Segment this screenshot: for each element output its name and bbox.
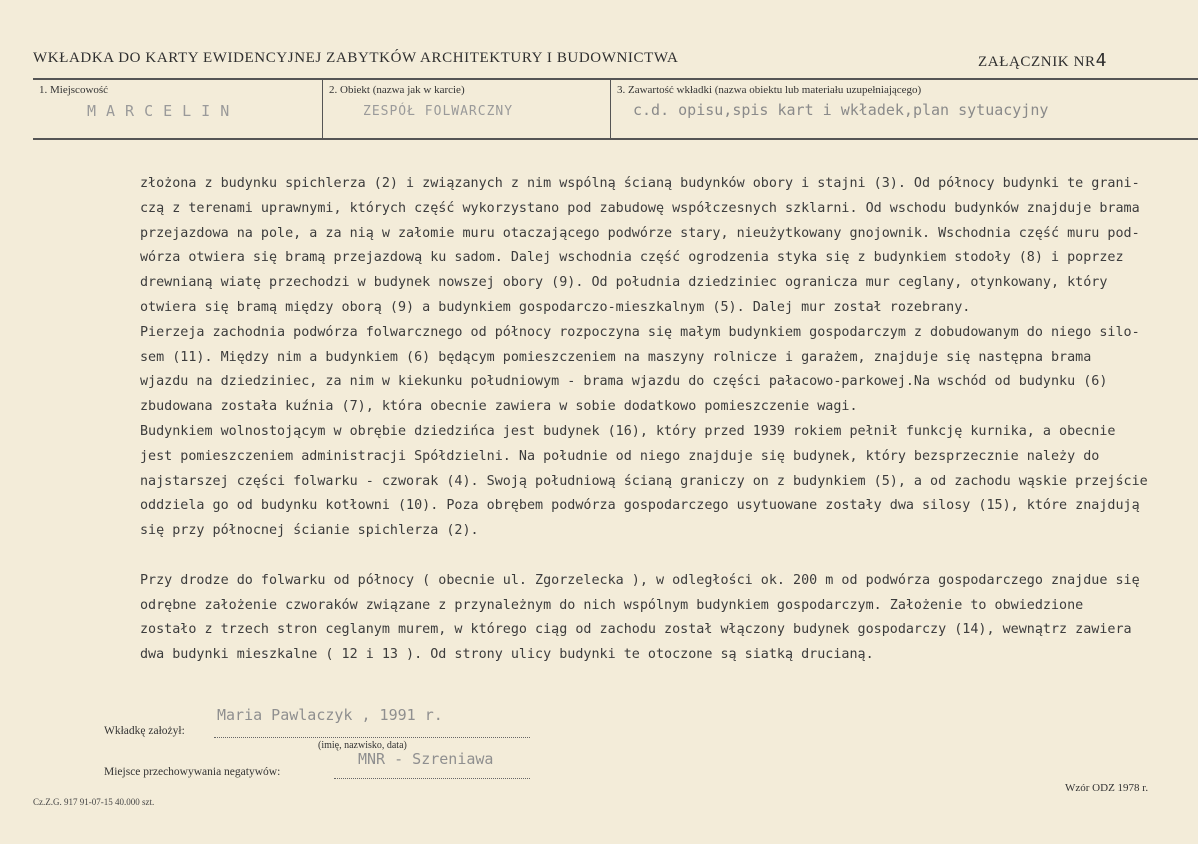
text-line: odrębne założenie czworaków związane z przynależnym do nich wspólnym budynkiem gospodarczym. Założenie to obwiedzione xyxy=(140,597,1084,613)
text-line: czą z terenami uprawnymi, których część wykorzystano pod zabudowę współczesnych szklarni. Od wschodu budynków znajduje brama xyxy=(140,200,1140,216)
text-line: sem (11). Między nim a budynkiem (6) będącym pomieszczeniem na maszyny rolnicze i garażem, znajduje się następna brama xyxy=(140,349,1092,365)
text-line: drewnianą wiatę przechodzi w budynek nowszej obory (9). Od południa dziedziniec ogranicza mur ceglany, otynkowany, który xyxy=(140,275,1108,291)
text-line: się przy północnej ścianie spichlerza (2). xyxy=(140,523,479,539)
text-line: Budynkiem wolnostojącym w obrębie dziedzińca jest budynek (16), który przed 1939 rokiem pełnił funkcję kurnika, a obecnie xyxy=(140,423,1116,439)
text-line: złożona z budynku spichlerza (2) i związanych z nim wspólną ścianą budynków obory i stajni (3). Od północy budynki te grani- xyxy=(140,176,1140,191)
field-contents-label: 3. Zawartość wkładki (nazwa obiektu lub materiału uzupełniającego) xyxy=(617,84,922,96)
author-dotted-line xyxy=(214,737,530,738)
storage-dotted-line xyxy=(334,778,530,779)
storage-value: MNR - Szreniawa xyxy=(358,750,494,768)
field-contents-value: c.d. opisu,spis kart i wkładek,plan sytuacyjny xyxy=(633,101,1049,119)
field-contents xyxy=(611,80,1198,138)
form-id: Wzór ODZ 1978 r. xyxy=(1065,782,1149,794)
author-label: Wkładkę założył: xyxy=(104,725,185,737)
annex-number: 4 xyxy=(1095,50,1108,71)
text-line: dwa budynki mieszkalne ( 12 i 13 ). Od strony ulicy budynki te otoczone są siatką drucianą. xyxy=(140,647,874,663)
text-line: Przy drodze do folwarku od północy ( obecnie ul. Zgorzelecka ), w odległości ok. 200 m od podwórza gospodarczego znajdue się xyxy=(140,572,1140,588)
text-line: wórza otwiera się bramą przejazdową ku sadom. Dalej wschodnia część ogrodzenia styka się z budynkiem stodoły (8) i poprzez xyxy=(140,250,1124,266)
paragraph-gap xyxy=(140,544,1198,569)
field-object-label: 2. Obiekt (nazwa jak w karcie) xyxy=(329,84,465,96)
storage-label: Miejsce przechowywania negatywów: xyxy=(104,766,281,778)
text-line: oddziela go od budynku kotłowni (10). Poza obrębem podwórza gospodarczego usytuowane zostały dwa silosy (15), które znajdują xyxy=(140,498,1140,514)
text-line: jest pomieszczeniem administracji Spółdzielni. Na południe od niego znajduje się budynek, który bezsprzecznie należy do xyxy=(140,448,1100,464)
author-value: Maria Pawlaczyk , 1991 r. xyxy=(217,706,443,724)
text-line: otwiera się bramą między oborą (9) a budynkiem gospodarczo-mieszkalnym (5). Dalej mur został rozebrany. xyxy=(140,299,971,315)
field-locality-label: 1. Miejscowość xyxy=(39,84,109,96)
document-title: WKŁADKA DO KARTY EWIDENCYJNEJ ZABYTKÓW ARCHITEKTURY I BUDOWNICTWA xyxy=(33,50,679,66)
text-line: zostało z trzech stron ceglanym murem, w którego ciąg od zachodu został włączony budynek gospodarczy (14), wewnątrz zawiera xyxy=(140,622,1132,638)
field-locality-value: MARCELIN xyxy=(87,102,240,120)
description-body xyxy=(140,172,1198,668)
text-line: przejazdowa na pole, a za nią w załomie muru otaczającego podwórze stary, nieużytkowany gnojownik. Wschodnia część muru pod- xyxy=(140,225,1140,241)
annex-label-text: ZAŁĄCZNIK NR xyxy=(978,54,1096,70)
author-caption: (imię, nazwisko, data) xyxy=(318,740,407,751)
text-line: Pierzeja zachodnia podwórza folwarcznego od północy rozpoczyna się małym budynkiem gospodarczym z dobudowanym do niego silo- xyxy=(140,324,1140,340)
text-line: zbudowana została kuźnia (7), która obecnie zawiera w sobie dodatkowo pomieszczenie wagi. xyxy=(140,399,858,415)
field-object xyxy=(323,80,611,138)
field-object-value: ZESPÓŁ FOLWARCZNY xyxy=(363,104,514,119)
text-line: wjazdu na dziedziniec, za nim w kiekunku południowym - brama wjazdu do części pałacowo-parkowej.Na wschód od budynku (6) xyxy=(140,374,1108,390)
field-locality xyxy=(33,80,323,138)
annex-label xyxy=(978,50,1107,71)
header-fields-table xyxy=(33,78,1198,140)
print-info: Cz.Z.G. 917 91-07-15 40.000 szt. xyxy=(33,797,155,807)
text-line: najstarszej części folwarku - czworak (4). Swoją południową ścianą graniczy on z budynkiem (5), a od zachodu wąskie przejście xyxy=(140,473,1148,489)
